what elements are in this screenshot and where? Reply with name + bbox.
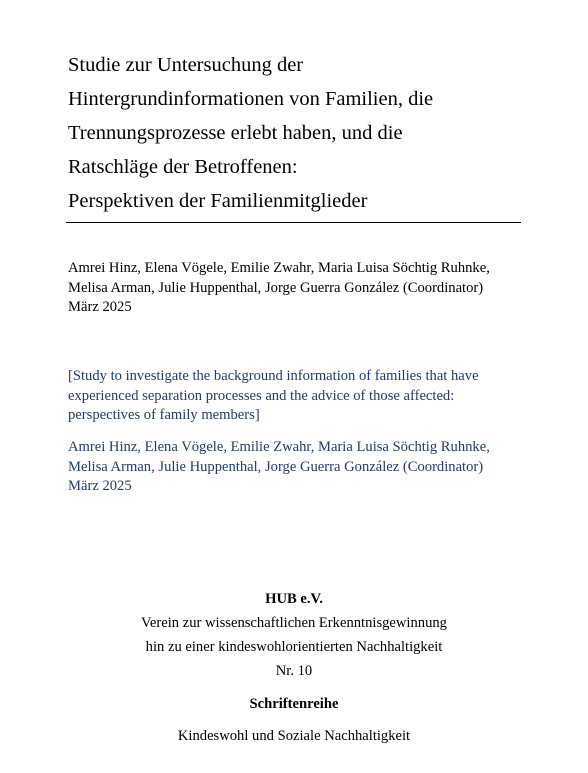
authors-line: Melisa Arman, Julie Huppenthal, Jorge Guerra González (Coordinator) xyxy=(68,279,484,296)
title-divider xyxy=(66,222,521,223)
title-line: Trennungsprozesse erlebt haben, und die xyxy=(68,122,403,144)
organization-description: hin zu einer kindeswohlorientierten Nachhaltigkeit xyxy=(145,639,443,655)
organization-name: HUB e.V. xyxy=(265,591,323,607)
translation-line: experienced separation processes and the advice of those affected: xyxy=(68,387,455,404)
series-number: Nr. 10 xyxy=(275,663,313,679)
publication-date: März 2025 xyxy=(68,478,132,494)
title-line: Studie zur Untersuchung der xyxy=(68,54,304,76)
series-title: Schriftenreihe xyxy=(249,696,339,712)
title-translation xyxy=(68,367,538,426)
document-title xyxy=(68,48,528,218)
authors-block-english xyxy=(68,438,538,497)
authors-line: Melisa Arman, Julie Huppenthal, Jorge Guerra González (Coordinator) xyxy=(68,458,484,475)
organization-description: Verein zur wissenschaftlichen Erkenntnisgewinnung xyxy=(141,615,447,631)
authors-line: Amrei Hinz, Elena Vögele, Emilie Zwahr, Maria Luisa Söchtig Ruhnke, xyxy=(68,439,490,455)
authors-block-german xyxy=(68,259,538,318)
publication-date: März 2025 xyxy=(68,299,132,315)
title-line: Perspektiven der Familienmitglieder xyxy=(68,190,368,212)
translation-line: perspectives of family members] xyxy=(68,407,260,423)
series-subtitle: Kindeswohl und Soziale Nachhaltigkeit xyxy=(177,728,411,744)
title-line: Ratschläge der Betroffenen: xyxy=(68,156,298,178)
authors-line: Amrei Hinz, Elena Vögele, Emilie Zwahr, Maria Luisa Söchtig Ruhnke, xyxy=(68,260,490,276)
translation-line: [Study to investigate the background information of families that have xyxy=(68,368,479,384)
title-line: Hintergrundinformationen von Familien, die xyxy=(68,88,434,110)
